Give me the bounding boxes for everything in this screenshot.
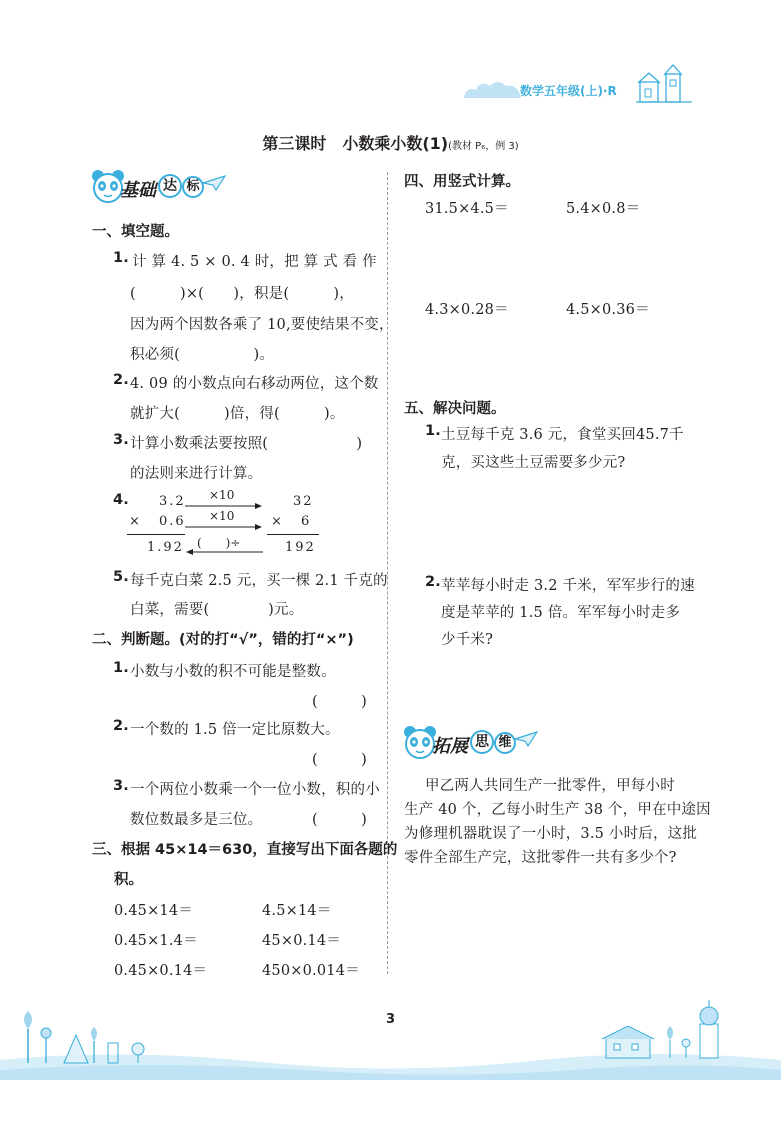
s5-q1-line2: 克，买这些土豆需要多少元? [441,455,626,471]
basic-badge-char-2: 标 [186,179,200,194]
extend-line4: 零件全部生产完，这批零件一共有多少个? [404,850,677,866]
s3-item-1: 0.45×14＝ [114,903,193,919]
s4-item-1: 31.5×4.5＝ [425,201,509,217]
s2-item3-number: 3. [113,778,129,794]
extend-badge-circle-1 [470,730,494,754]
q1-line4: 积必须( )。 [130,347,275,363]
s4-item-2: 5.4×0.8＝ [566,201,641,217]
q4-diagram [125,490,325,566]
s3-item-4: 45×0.14＝ [262,933,341,949]
extend-badge-circle-2 [494,732,516,754]
lesson-title-note: (教材 P₆，例 3) [448,141,519,152]
basic-badge-word: 基础 [120,180,156,201]
q4-right-rule [267,534,319,535]
section3-heading-cont: 积。 [114,872,143,888]
s2-item1-answer[interactable]: ( ) [312,694,367,710]
basic-badge-circle-1 [158,174,182,198]
s5-q2-line3: 少千米? [441,632,494,648]
extend-line2: 生产 40 个，乙每小时生产 38 个，甲在中途因 [404,802,711,818]
q4-number: 4. [113,492,129,508]
q4-left-mid: 0.6 [159,514,186,529]
q4-left-bot: 1.92 [147,540,184,555]
s2-item3-answer[interactable]: ( ) [312,812,367,828]
q4-arrow3-label: ( )÷ [197,536,241,550]
extend-badge-char-1: 思 [475,734,489,750]
extend-badge-word: 拓展 [432,736,468,757]
q5-line1: 每千克白菜 2.5 元，买一棵 2.1 千克的 [130,573,388,589]
q4-left-top: 3.2 [159,494,186,509]
s3-item-6: 450×0.014＝ [262,963,360,979]
s2-item3-text: 一个两位小数乘一个一位小数，积的小 [130,782,380,798]
section5-heading: 五、解决问题。 [404,401,506,417]
q4-right-top: 32 [293,494,314,509]
footer-town-right [600,998,740,1064]
header-cloud-decoration [462,78,522,100]
s2-item3-text2: 数位数最多是三位。 [130,812,263,828]
section2-heading: 二、判断题。(对的打“√”，错的打“×”) [92,632,354,648]
q1-line1: 计 算 4. 5 × 0. 4 时，把 算 式 看 作 [132,254,377,270]
basic-badge-circle-2 [182,176,204,198]
s3-item-3: 0.45×1.4＝ [114,933,198,949]
paper-plane-icon [514,730,538,748]
q4-arrow2 [185,523,263,531]
paper-plane-icon [202,174,226,192]
q3-number: 3. [113,432,129,448]
q4-arrow1-label: ×10 [209,488,235,502]
q4-right-bot: 192 [285,540,316,555]
extend-line3: 为修理机器耽误了一小时，3.5 小时后，这批 [404,826,698,842]
s2-item1-text: 小数与小数的积不可能是整数。 [130,664,336,680]
s5-q2-number: 2. [425,574,441,590]
q1-line2: ( )×( )，积是( )， [130,286,354,302]
q2-number: 2. [113,372,129,388]
s5-q2-line2: 度是苹苹的 1.5 倍。军军每小时走多 [441,605,681,621]
s2-item2-text: 一个数的 1.5 倍一定比原数大。 [130,722,340,738]
page-number: 3 [385,1012,396,1027]
extend-line1: 甲乙两人共同生产一批零件，甲每小时 [425,778,675,794]
basic-badge [90,166,225,210]
q4-left-rule [127,534,185,535]
section3-heading: 三、根据 45×14＝630，直接写出下面各题的 [92,842,398,858]
s3-item-2: 4.5×14＝ [262,903,332,919]
q1-line3: 因为两个因数各乘了 10,要使结果不变， [130,317,394,333]
q4-right-mid: 6 [301,514,310,529]
lesson-title [0,131,781,154]
s2-item1-number: 1. [113,660,129,676]
q2-line2: 就扩大( )倍，得( )。 [130,406,345,422]
q3-line1: 计算小数乘法要按照( ) [130,436,363,452]
s3-item-5: 0.45×0.14＝ [114,963,208,979]
s5-q1-line1: 土豆每千克 3.6 元，食堂买回45.7千 [441,427,684,443]
q1-number: 1. [113,250,129,266]
extend-badge-char-2: 维 [498,735,512,750]
section1-heading: 一、填空题。 [92,224,179,240]
extend-badge [402,722,537,766]
lesson-title-text: 第三课时 小数乘小数(1) [262,134,449,153]
q4-arrow2-label: ×10 [209,509,235,523]
footer-flowers-left [8,1005,168,1065]
q2-line1: 4. 09 的小数点向右移动两位，这个数 [130,376,379,392]
q5-line2: 白菜，需要( )元。 [130,602,304,618]
q4-left-times: × [129,514,140,529]
s2-item2-answer[interactable]: ( ) [312,752,367,768]
s4-item-4: 4.5×0.36＝ [566,302,650,318]
q4-arrow3 [185,548,263,556]
basic-badge-char-1: 达 [163,178,177,194]
q3-line2: 的法则来进行计算。 [130,466,263,482]
section4-heading: 四、用竖式计算。 [404,174,520,190]
q5-number: 5. [113,569,129,585]
q4-right-times: × [271,514,282,529]
column-divider [387,172,388,974]
s5-q2-line1: 苹苹每小时走 3.2 千米，军军步行的速 [441,578,695,594]
s5-q1-number: 1. [425,423,441,439]
book-label: 数学五年级(上)·R [520,84,617,98]
s2-item2-number: 2. [113,718,129,734]
s4-item-3: 4.3×0.28＝ [425,302,509,318]
header-house-icon [636,62,692,104]
